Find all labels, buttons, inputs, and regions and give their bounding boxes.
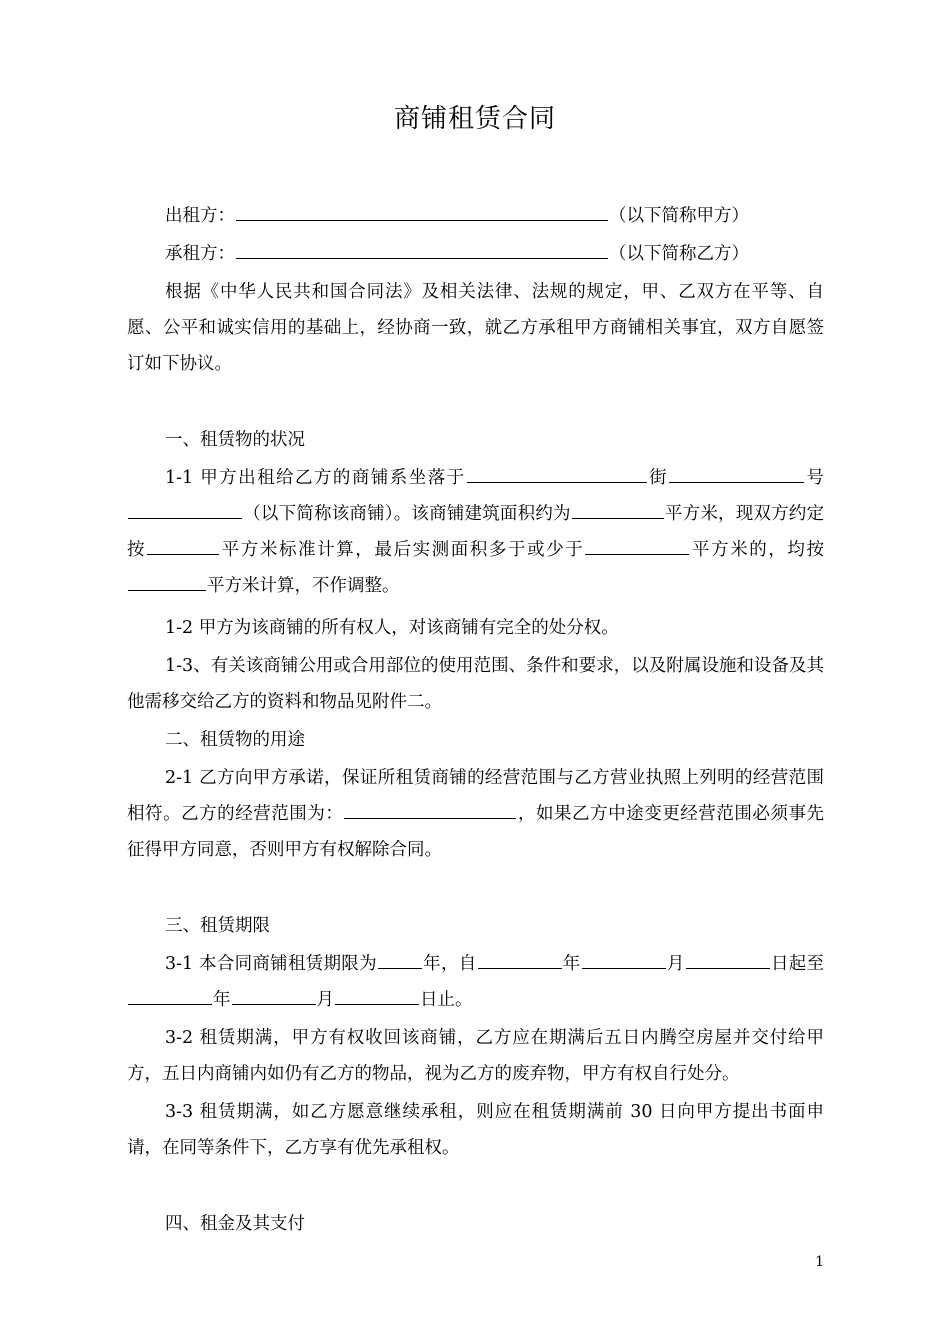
document-title: 商铺租赁合同: [393, 104, 556, 134]
clause-3-1-text-c: 年: [562, 954, 581, 974]
tolerance-area-blank[interactable]: [585, 534, 689, 555]
clause-3-1: [127, 946, 824, 1018]
lessor-label: 出租方：: [165, 206, 235, 226]
unit-blank[interactable]: [128, 498, 242, 519]
clause-2-1-text-a: 2-1 乙方向甲方承诺，保证所租赁商铺的经营范围与乙方营业执照上列明的经营范围相符。乙方的经营范围为：: [127, 768, 824, 824]
clause-1-3: 1-3、有关该商铺公用或合用部位的使用范围、条件和要求，以及附属设施和设备及其他需移交给乙方的资料和物品见附件二。: [127, 656, 824, 712]
lessee-name-blank[interactable]: [236, 238, 608, 259]
clause-3-1-text-b: 年，自: [422, 954, 477, 974]
clause-3-1-text-a: 3-1 本合同商铺租赁期限为: [165, 954, 377, 974]
clause-3-1-text-e: 日起: [770, 954, 807, 974]
street-blank[interactable]: [467, 462, 647, 483]
start-day-blank[interactable]: [686, 948, 770, 969]
start-month-blank[interactable]: [582, 948, 666, 969]
section-2-heading: 二、租赁物的用途: [165, 730, 305, 750]
clause-3-1-text-d: 月: [666, 954, 685, 974]
clause-3-3: 3-3 租赁期满，如乙方愿意继续承租，则应在租赁期满前 30 日向甲方提出书面申请，在同等条件下，乙方享有优先承租权。: [127, 1102, 824, 1158]
clause-1-1-text-h: 平方米计算，不作调整。: [207, 576, 400, 596]
lessee-line: [165, 236, 825, 272]
business-scope-blank[interactable]: [344, 798, 516, 819]
lessor-name-blank[interactable]: [236, 200, 608, 221]
intro-paragraph: 根据《中华人民共和国合同法》及相关法律、法规的规定，甲、乙双方在平等、自愿、公平和诚实信用的基础上，经协商一致，就乙方承租甲方商铺相关事宜，双方自愿签订如下协议。: [127, 282, 824, 374]
lease-years-blank[interactable]: [378, 948, 422, 969]
standard-area-blank[interactable]: [147, 534, 219, 555]
clause-1-1-text-a: 1-1 甲方出租给乙方的商铺系坐落于: [165, 468, 466, 488]
section-4-heading: 四、租金及其支付: [165, 1214, 305, 1234]
page-number: 1: [815, 1254, 824, 1270]
clause-2-1: [127, 760, 824, 868]
lessee-label: 承租方：: [165, 244, 235, 264]
clause-3-1-text-f: 至: [806, 954, 825, 974]
clause-1-2: 1-2 甲方为该商铺的所有权人，对该商铺有完全的处分权。: [165, 618, 619, 638]
lessee-note: （以下简称乙方）: [609, 244, 749, 264]
clause-3-1-text-g: 年: [213, 990, 231, 1010]
section-1-heading: 一、租赁物的状况: [165, 430, 305, 450]
clause-1-1-text-d: （以下简称该商铺）。该商铺建筑面积约为: [243, 504, 571, 524]
clause-1-1-text-f: 平方米标准计算，最后实测面积多于或少于: [220, 540, 585, 560]
clause-2-1-text-b: ，如果乙方中途变更经营范围必须事先征得甲方同意，否则甲方有权解除合同。: [127, 804, 825, 860]
end-year-blank[interactable]: [128, 984, 212, 1005]
clause-1-1-text-g: 平方米的，均按: [690, 540, 825, 560]
area-blank[interactable]: [572, 498, 664, 519]
clause-1-1-text-c: 号: [805, 468, 825, 488]
clause-3-2: 3-2 租赁期满，甲方有权收回该商铺，乙方应在期满后五日内腾空房屋并交付给甲方，五日内商铺内如仍有乙方的物品，视为乙方的废弃物，甲方有权自行处分。: [127, 1028, 824, 1084]
lessor-line: [165, 198, 825, 234]
clause-1-1-text-b: 街: [647, 468, 669, 488]
end-month-blank[interactable]: [232, 984, 316, 1005]
lessor-note: （以下简称甲方）: [609, 206, 749, 226]
final-area-blank[interactable]: [128, 570, 206, 591]
start-year-blank[interactable]: [478, 948, 562, 969]
clause-3-1-text-h: 月: [316, 990, 334, 1010]
section-3-heading: 三、租赁期限: [165, 916, 270, 936]
clause-3-1-text-i: 日止。: [420, 990, 473, 1010]
clause-1-1: [127, 460, 824, 604]
clause-1-1-text-e: 平方米，现双方约定按: [127, 504, 825, 560]
end-day-blank[interactable]: [335, 984, 419, 1005]
number-blank[interactable]: [669, 462, 804, 483]
